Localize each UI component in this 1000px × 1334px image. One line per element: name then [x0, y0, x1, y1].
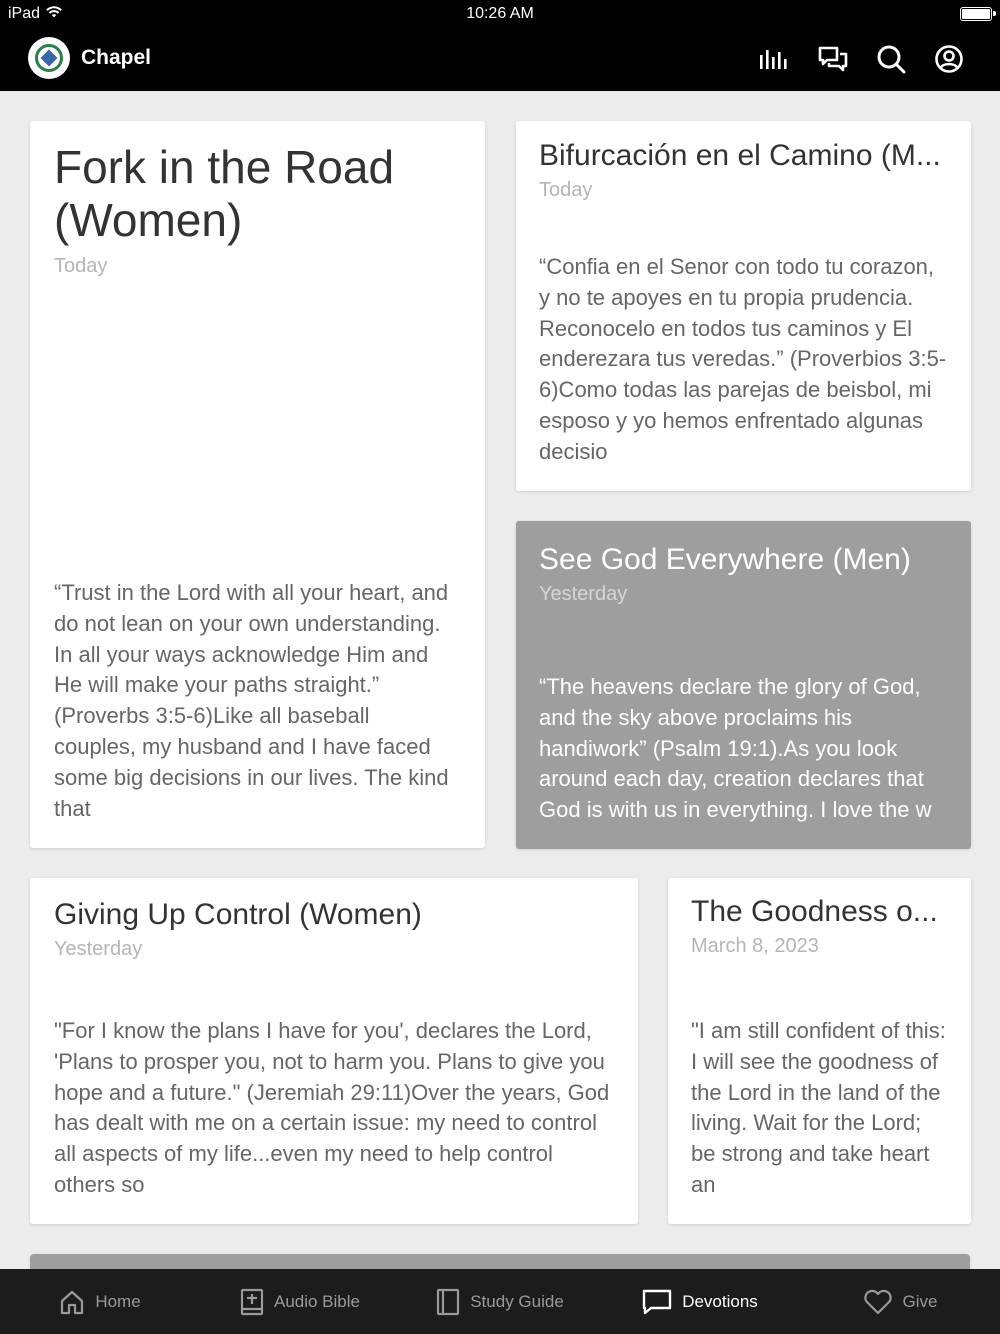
- devotions-icon: [642, 1289, 672, 1315]
- status-bar: [0, 0, 1000, 28]
- card-date: Today: [54, 255, 108, 277]
- card-date: Today: [539, 179, 593, 201]
- account-icon[interactable]: [932, 42, 966, 76]
- chat-icon[interactable]: [816, 42, 850, 76]
- device-label: iPad: [8, 5, 41, 22]
- card-title: See God Everywhere (Men): [539, 543, 911, 576]
- tab-label: Home: [95, 1291, 141, 1311]
- audio-levels-icon[interactable]: [758, 42, 792, 76]
- devotion-card-bifurcacion[interactable]: [516, 121, 971, 491]
- search-icon[interactable]: [874, 42, 908, 76]
- tab-study-guide[interactable]: [400, 1269, 600, 1334]
- tab-label: Audio Bible: [273, 1291, 360, 1311]
- tab-devotions[interactable]: [600, 1269, 800, 1334]
- card-title: Bifurcación en el Camino (M...: [539, 139, 941, 172]
- card-title: Fork in the Road (Women): [54, 141, 395, 246]
- tab-bar: [0, 1269, 1000, 1334]
- tab-label: Give: [902, 1291, 938, 1311]
- card-date: Yesterday: [539, 583, 628, 605]
- heart-icon: [863, 1289, 893, 1315]
- card-title: The Goodness o...: [691, 895, 938, 928]
- devotion-card-partial[interactable]: [30, 1254, 970, 1269]
- card-excerpt: “The heavens declare the glory of God, and the sky above proclaims his handiwork” (Psalm 19:1).As you look around each day, creation declares that God is with us in everything. I love the w: [539, 674, 932, 823]
- devotion-card-see-god-everywhere[interactable]: [516, 521, 971, 849]
- card-date: March 8, 2023: [691, 935, 819, 957]
- card-title: Giving Up Control (Women): [54, 898, 422, 931]
- chapel-logo[interactable]: [28, 37, 70, 79]
- tab-audio-bible[interactable]: [200, 1269, 400, 1334]
- card-excerpt: “Confia en el Senor con todo tu corazon, y no te apoyes en tu propia prudencia. Reconocelo en todos tus caminos y El enderezara tus veredas.” (Proverbios 3:5-6)Como todas las parejas de beisbol, mi esposo y yo hemos enfrentado algunas decisio: [539, 254, 947, 464]
- app-header: [0, 28, 1000, 91]
- status-time: 10:26 AM: [466, 5, 534, 22]
- audio-bible-icon: [240, 1288, 264, 1316]
- card-excerpt: "I am still confident of this: I will see the goodness of the Lord in the land of the living. Wait for the Lord; be strong and take heart an: [691, 1018, 946, 1197]
- card-excerpt: “Trust in the Lord with all your heart, and do not lean on your own understanding. In all your ways acknowledge Him and He will make your paths straight.” (Proverbs 3:5-6)Like all baseball couples, my husband and I have faced some big decisions in our lives. The kind that: [54, 580, 449, 821]
- card-excerpt: "For I know the plans I have for you', declares the Lord, 'Plans to prosper you, not to harm you. Plans to give you hope and a future." (Jeremiah 29:11)Over the years, God has dealt with me on a certain issue: my need to control all aspects of my life...even my need to help control others so: [54, 1018, 610, 1197]
- tab-give[interactable]: [800, 1269, 1000, 1334]
- devotion-card-goodness[interactable]: [668, 878, 971, 1224]
- tab-label: Devotions: [682, 1291, 758, 1311]
- devotion-card-giving-up-control[interactable]: [30, 878, 638, 1224]
- study-guide-icon: [436, 1288, 460, 1316]
- battery-icon: [960, 7, 992, 21]
- card-date: Yesterday: [54, 938, 143, 960]
- home-icon: [59, 1289, 85, 1315]
- tab-home[interactable]: [0, 1269, 200, 1334]
- tab-label: Study Guide: [470, 1291, 564, 1311]
- devotion-card-fork-in-the-road[interactable]: [30, 121, 485, 848]
- app-title: Chapel: [81, 46, 152, 69]
